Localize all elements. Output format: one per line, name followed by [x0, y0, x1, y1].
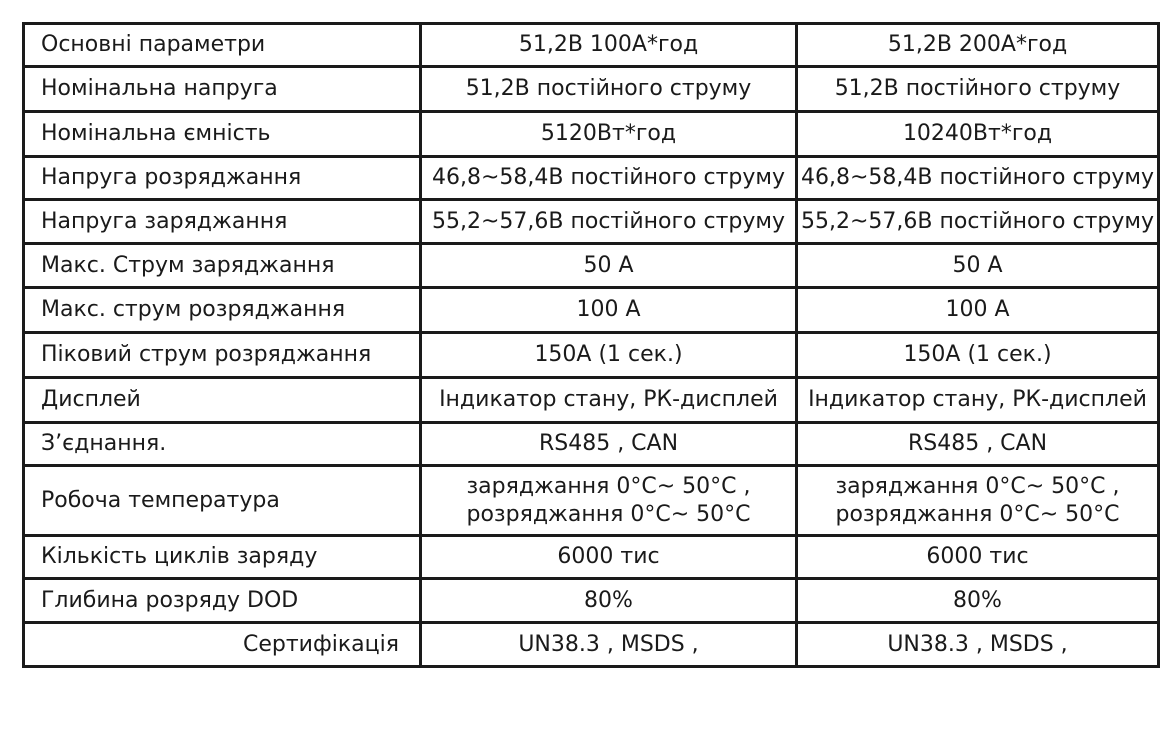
value-200ah: заряджання 0°C~ 50°C , розряджання 0°C~ 50°C	[797, 466, 1159, 536]
table-row	[24, 623, 1159, 667]
value-100ah: 5120Вт*год	[421, 112, 797, 157]
value-100ah: 80%	[421, 579, 797, 623]
value-100ah: 6000 тис	[421, 536, 797, 579]
row-label: Напруга розряджання	[24, 157, 421, 200]
table-row	[24, 200, 1159, 244]
value-200ah: RS485 , CAN	[797, 423, 1159, 466]
row-label: Номінальна напруга	[24, 67, 421, 112]
value-200ah: 51,2В постійного струму	[797, 67, 1159, 112]
value-100ah: 100 А	[421, 288, 797, 333]
value-100ah: 51,2В постійного струму	[421, 67, 797, 112]
value-100ah: 150А (1 сек.)	[421, 333, 797, 378]
table-row	[24, 378, 1159, 423]
value-100ah: 51,2В 100А*год	[421, 24, 797, 67]
row-label: Макс. Струм заряджання	[24, 244, 421, 288]
table-row	[24, 466, 1159, 536]
row-label: З’єднання.	[24, 423, 421, 466]
value-100ah: UN38.3 , MSDS ,	[421, 623, 797, 667]
row-label: Кількість циклів заряду	[24, 536, 421, 579]
value-200ah: 6000 тис	[797, 536, 1159, 579]
value-200ah: 55,2~57,6В постійного струму	[797, 200, 1159, 244]
table-row	[24, 67, 1159, 112]
value-100ah: 55,2~57,6В постійного струму	[421, 200, 797, 244]
row-label: Глибина розряду DOD	[24, 579, 421, 623]
value-200ah: 51,2В 200А*год	[797, 24, 1159, 67]
spec-table	[22, 22, 1160, 668]
value-100ah: 50 А	[421, 244, 797, 288]
table-row	[24, 423, 1159, 466]
row-label: Основні параметри	[24, 24, 421, 67]
value-100ah: заряджання 0°C~ 50°C , розряджання 0°C~ 50°C	[421, 466, 797, 536]
row-label: Піковий струм розряджання	[24, 333, 421, 378]
value-200ah: Індикатор стану, РК-дисплей	[797, 378, 1159, 423]
table-row	[24, 579, 1159, 623]
value-100ah: Індикатор стану, РК-дисплей	[421, 378, 797, 423]
value-200ah: 150А (1 сек.)	[797, 333, 1159, 378]
table-row	[24, 157, 1159, 200]
row-label: Номінальна ємність	[24, 112, 421, 157]
value-200ah: 50 А	[797, 244, 1159, 288]
table-row	[24, 244, 1159, 288]
row-label: Напруга заряджання	[24, 200, 421, 244]
table-row	[24, 333, 1159, 378]
row-label: Сертифікація	[24, 623, 421, 667]
table-row	[24, 24, 1159, 67]
table-row	[24, 288, 1159, 333]
row-label: Макс. струм розряджання	[24, 288, 421, 333]
value-200ah: UN38.3 , MSDS ,	[797, 623, 1159, 667]
value-200ah: 46,8~58,4В постійного струму	[797, 157, 1159, 200]
row-label: Дисплей	[24, 378, 421, 423]
table-row	[24, 112, 1159, 157]
value-200ah: 10240Вт*год	[797, 112, 1159, 157]
value-200ah: 100 А	[797, 288, 1159, 333]
table-row	[24, 536, 1159, 579]
value-100ah: 46,8~58,4В постійного струму	[421, 157, 797, 200]
value-100ah: RS485 , CAN	[421, 423, 797, 466]
value-200ah: 80%	[797, 579, 1159, 623]
row-label: Робоча температура	[24, 466, 421, 536]
